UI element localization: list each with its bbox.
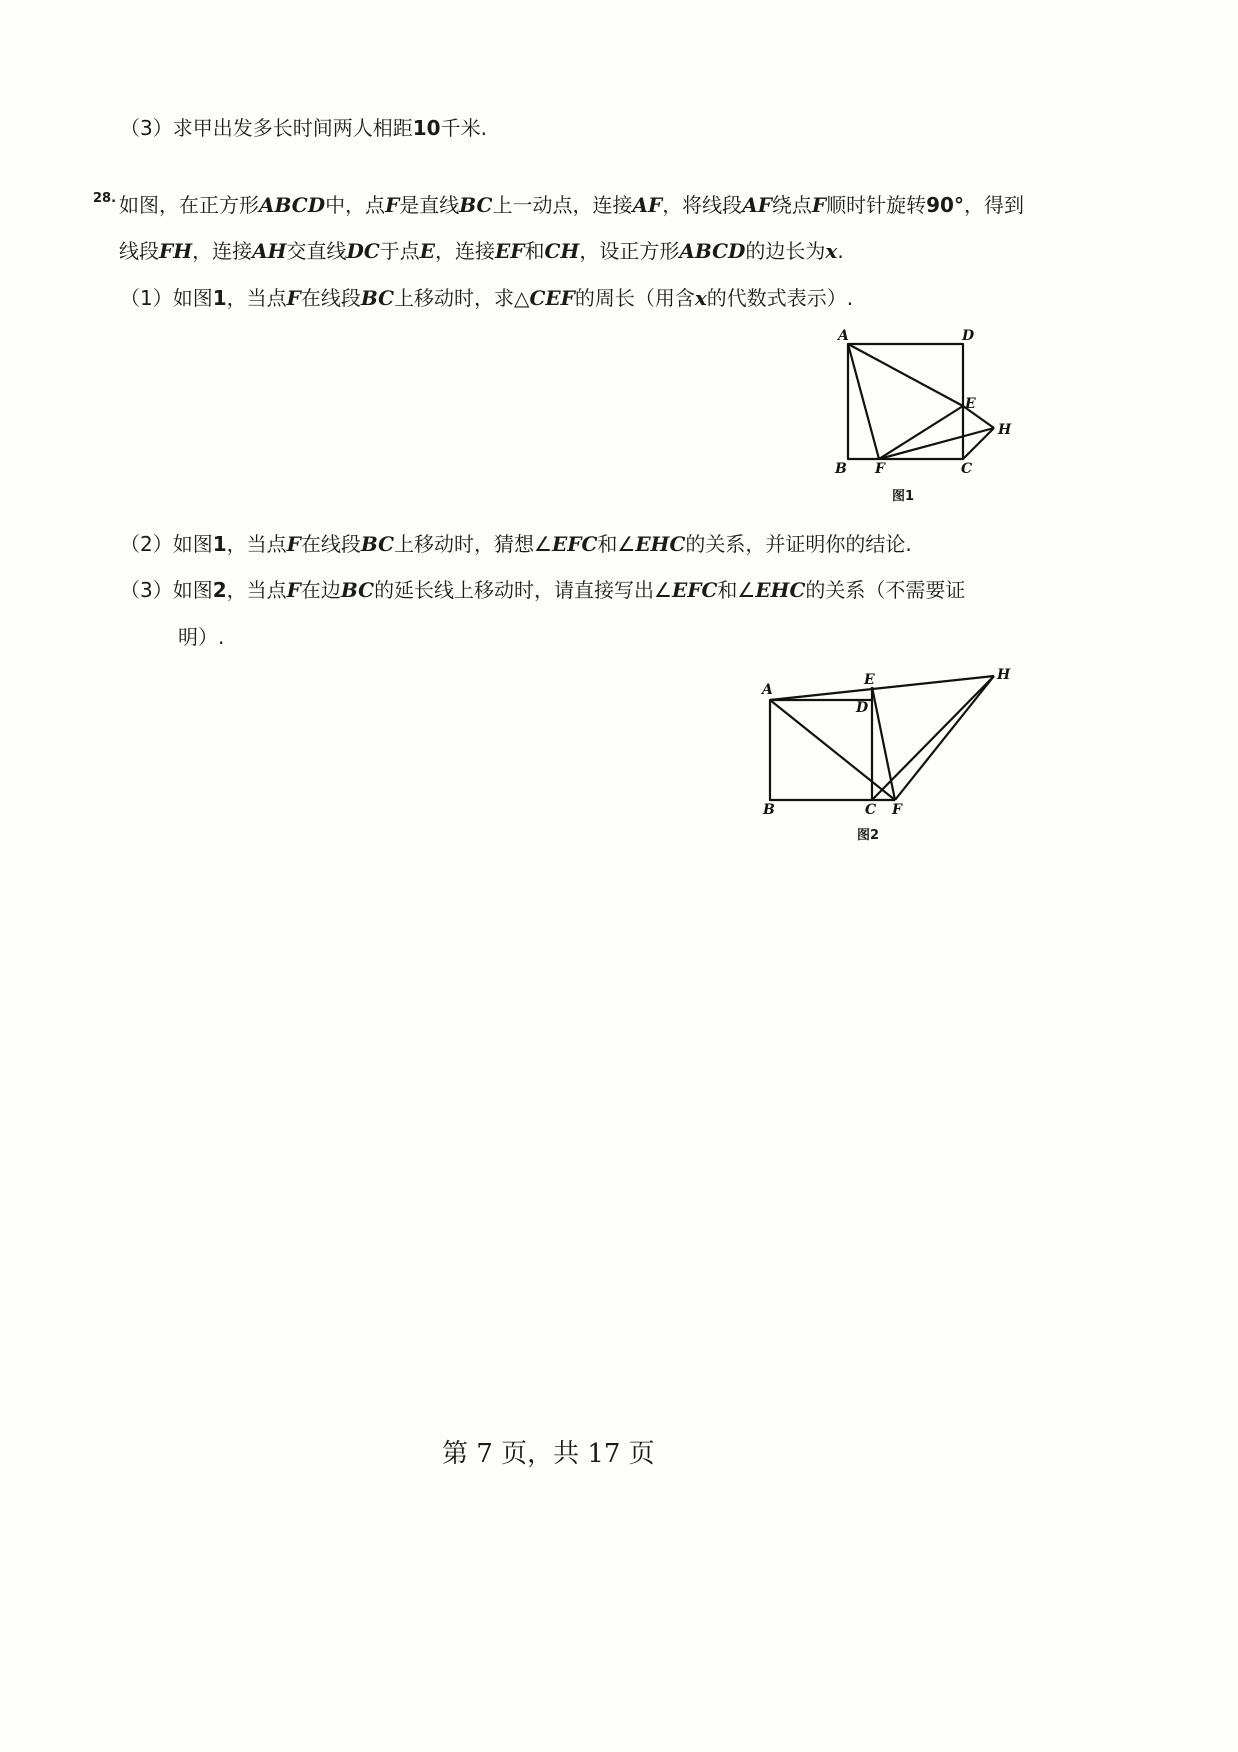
label-a: A — [762, 682, 773, 698]
segment-af — [848, 344, 879, 459]
segment-ch — [872, 676, 994, 800]
part-number: （3） — [120, 578, 173, 602]
q28-stem-line2: 线段FH，连接AH交直线DC于点E，连接EF和CH，设正方形ABCD的边长为x. — [119, 239, 844, 263]
segment-fh — [895, 676, 994, 800]
label-c: C — [961, 461, 973, 477]
question-number: 28. — [93, 191, 117, 206]
label-d: D — [856, 700, 869, 716]
part-number: （1） — [120, 286, 173, 310]
label-d: D — [962, 328, 975, 344]
label-h: H — [997, 667, 1011, 683]
figure-2-diagram — [752, 662, 1022, 822]
prev-part-3 — [120, 116, 487, 140]
q28-part-2: （2）如图1，当点F在线段BC上移动时，猜想∠EFC和∠EHC的关系，并证明你的结论. — [120, 532, 912, 556]
part-text-end: 千米. — [440, 116, 487, 140]
segment-ef — [879, 406, 963, 459]
q28-part-3-continued: 明）. — [178, 625, 225, 649]
segment-ah — [770, 676, 994, 700]
q28-part-1: （1）如图1，当点F在线段BC上移动时，求△CEF的周长（用含x的代数式表示）. — [120, 286, 854, 310]
figure-1-diagram — [826, 320, 1026, 490]
segment-af — [770, 700, 895, 800]
part-text: 求甲出发多长时间两人相距 — [172, 116, 413, 140]
part-number: （3） — [120, 116, 173, 140]
segment-ae — [848, 344, 963, 406]
q28-part-3: （3）如图2，当点F在边BC的延长线上移动时，请直接写出∠EFC和∠EHC的关系（不需要证 — [120, 578, 966, 602]
label-h: H — [998, 422, 1012, 438]
distance-value: 10 — [412, 116, 441, 140]
page-footer: 第 7 页，共 17 页 — [442, 1439, 655, 1469]
label-b: B — [763, 802, 775, 818]
label-e: E — [864, 672, 875, 688]
label-b: B — [835, 461, 847, 477]
segment-fh — [879, 428, 994, 459]
label-c: C — [865, 802, 877, 818]
part-number: （2） — [120, 532, 173, 556]
q28-stem-line1: 如图，在正方形ABCD中，点F是直线BC上一动点，连接AF，将线段AF绕点F顺时针旋转90°，得到 — [119, 193, 1024, 217]
label-e: E — [965, 396, 976, 412]
label-f: F — [875, 461, 885, 477]
label-f: F — [892, 802, 902, 818]
figure-1-caption: 图1 — [892, 489, 915, 504]
figure-2-caption: 图2 — [857, 828, 880, 843]
label-a: A — [838, 328, 849, 344]
